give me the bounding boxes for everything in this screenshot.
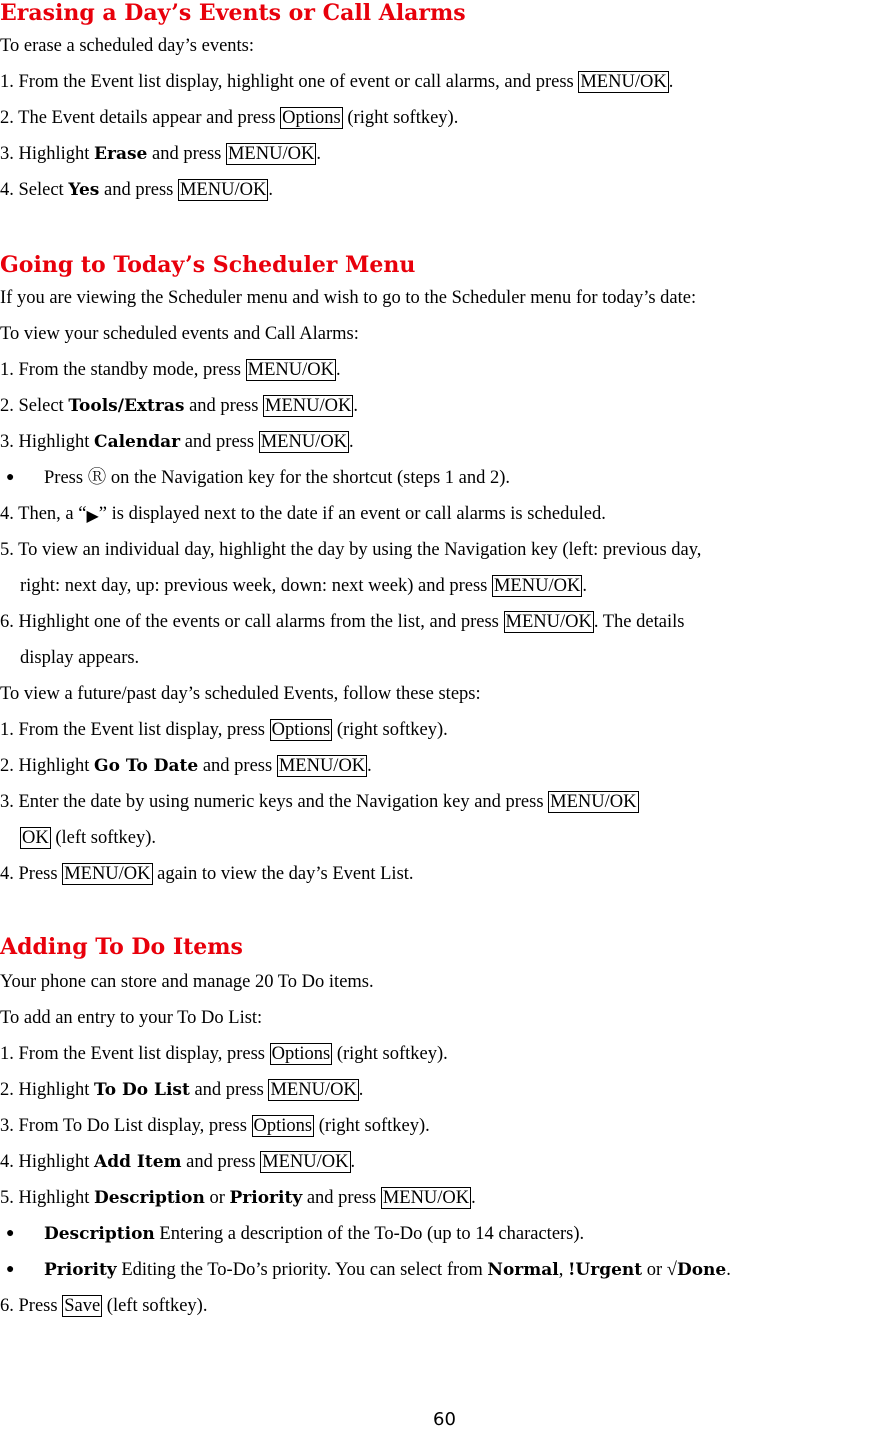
key-menu-ok: MENU/OK [247,360,334,380]
bullet-icon: ● [6,1262,15,1277]
step-2: 2. The Event details appear and press Options (right softkey). [0,108,459,128]
key-menu-ok: MENU/OK [493,576,581,596]
text-line: If you are viewing the Scheduler menu and wish to go to the Scheduler menu for today’s date: [0,288,697,308]
step-2: 2. Highlight Go To Date and press MENU/OK . [0,756,372,776]
key-options: Options [282,108,341,128]
key-menu-ok: MENU/OK [382,1188,470,1208]
step-6-cont: display appears. [20,648,140,668]
step-1: 1. From the Event list display, press Options (right softkey). [0,1044,448,1064]
page-number: 60 [433,1409,456,1430]
key-menu-ok: MENU/OK [580,72,667,92]
step-3: 3. From To Do List display, press Options (right softkey). [0,1116,430,1136]
step-4: 4. Then, a “▶” is displayed next to the date if an event or call alarms is scheduled. [0,502,606,529]
bullet-description: Description Entering a description of the To-Do (up to 14 characters). [44,1224,585,1244]
step-6: 6. Press Save (left softkey). [0,1296,208,1316]
key-options: Options [271,720,331,740]
heading-today-scheduler: Going to Today’s Scheduler Menu [0,252,416,278]
nav-right-key-icon: Ⓡ [87,468,107,488]
step-3: 3. Highlight Erase and press MENU/OK . [0,144,321,164]
key-menu-ok: MENU/OK [265,396,352,416]
key-menu-ok: MENU/OK [64,864,151,884]
step-5: 5. Highlight Description or Priority and press MENU/OK . [0,1188,476,1208]
text-line: Your phone can store and manage 20 To Do items. [0,972,374,992]
step-4: 4. Press MENU/OK again to view the day’s Event List. [0,864,414,884]
step-6: 6. Highlight one of the events or call alarms from the list, and press MENU/OK . The details [0,612,685,632]
key-save: Save [64,1296,101,1316]
step-1: 1. From the Event list display, highlight one of event or call alarms, and press MENU/OK . [0,72,674,92]
key-options: Options [271,1044,331,1064]
heading-adding-todo: Adding To Do Items [0,934,243,960]
key-menu-ok: MENU/OK [227,144,315,164]
key-menu-ok: MENU/OK [260,432,348,452]
key-menu-ok: MENU/OK [550,792,637,812]
key-menu-ok: MENU/OK [270,1080,357,1100]
bullet-icon: ● [6,1226,15,1241]
key-options: Options [253,1116,313,1136]
step-4: 4. Highlight Add Item and press MENU/OK . [0,1152,356,1172]
step-1: 1. From the Event list display, press Options (right softkey). [0,720,448,740]
heading-erasing-events: Erasing a Day’s Events or Call Alarms [0,0,466,26]
key-menu-ok: MENU/OK [505,612,592,632]
step-5-cont: right: next day, up: previous week, down: next week) and press MENU/OK . [20,576,587,596]
step-2: 2. Highlight To Do List and press MENU/OK . [0,1080,364,1100]
key-ok: OK [22,828,49,848]
bullet-shortcut: Press Ⓡ on the Navigation key for the shortcut (steps 1 and 2). [44,468,511,488]
step-5: 5. To view an individual day, highlight the day by using the Navigation key (left: previous day, [0,540,702,560]
event-marker-icon: ▶ [86,508,99,525]
key-menu-ok: MENU/OK [262,1152,349,1172]
step-3-cont: OK (left softkey). [22,828,157,848]
text-line: To view your scheduled events and Call Alarms: [0,324,359,344]
step-1: 1. From the standby mode, press MENU/OK . [0,360,341,380]
step-4: 4. Select Yes and press MENU/OK . [0,180,273,200]
step-3: 3. Enter the date by using numeric keys and the Navigation key and press MENU/OK [0,792,637,812]
key-menu-ok: MENU/OK [179,180,267,200]
step-2: 2. Select Tools/Extras and press MENU/OK . [0,396,359,416]
bullet-priority: Priority Editing the To-Do’s priority. You can select from Normal, !Urgent or √Done. [44,1260,731,1280]
key-menu-ok: MENU/OK [278,756,366,776]
bullet-icon: ● [6,470,15,485]
text-line: To add an entry to your To Do List: [0,1008,263,1028]
text-line: To erase a scheduled day’s events: [0,36,255,56]
step-3: 3. Highlight Calendar and press MENU/OK . [0,432,354,452]
text-line: To view a future/past day’s scheduled Events, follow these steps: [0,684,481,704]
